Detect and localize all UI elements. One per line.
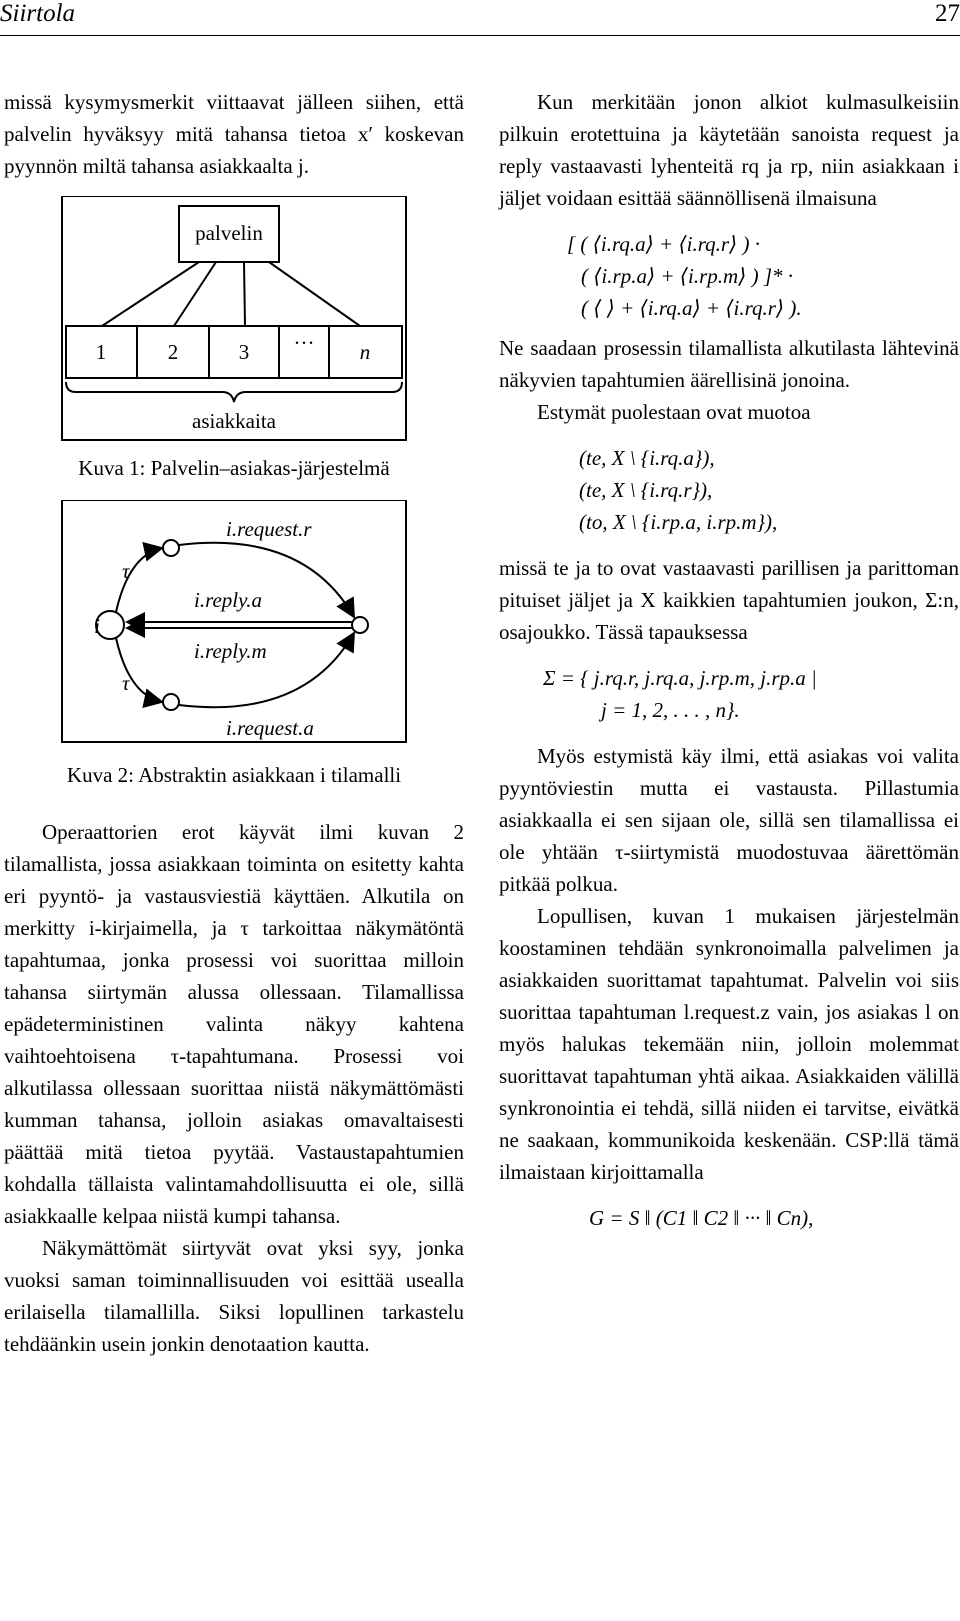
client-label: 2: [167, 340, 179, 364]
running-title: Siirtola: [0, 0, 76, 27]
paragraph-invisible-transitions: Näkymättömät siirtyvät ovat yksi syy, jonka vuoksi saman toiminnallisuuden voi esittää usealla erilaisella tilamallilla. Siksi lopullinen tarkastelu tehdäänkin usein jonkin denotaation kautta.: [4, 1236, 464, 1356]
equation-line: [ ( ⟨i.rq.a⟩ + ⟨i.rq.r⟩ ) ·: [567, 232, 760, 256]
equation-line: Σ = { j.rq.r, j.rq.a, j.rp.m, j.rp.a |: [543, 666, 817, 690]
client-label: 1: [95, 340, 107, 364]
intro-paragraph: missä kysymysmerkit viittaavat jälleen siihen, että palvelin hyväksyy mitä tahansa tietoa x′ koskevan pyynnön miltä tahansa asiakkaalta j.: [4, 90, 464, 178]
link-client-3: [244, 262, 245, 326]
figure-2: [4, 500, 464, 800]
paragraph-operators: Operaattorien erot käyvät ilmi kuvan 2 tilamallista, jossa asiakkaan toiminta on esitetty kahta eri pyyntö- ja vastausviestiä käyttäen. Alkutila on merkitty i-kirjaimella, ja τ tarkoittaa näkymätöntä tapahtumaa, jonka prosessi voi suorittaa milloin tahansa siirtymän alussa ollessaan. Tilamallissa epädeterministinen valinta näkyy kahtena vaihtoehtoisena τ-tapahtumana. Prosessi voi alkutilassa ollessaan suorittaa niistä näkymättömästi kumman tahansa, jolloin asiakas omavaltaisesti päättää mitä tietoa pyytää. Vastaustapahtumien kohdalla tällaista valintamahdollisuutta ei ole, sillä asiakkaalle kelpaa niistä kumpi tahansa.: [4, 820, 464, 1228]
equation-line: ( ⟨ ⟩ + ⟨i.rq.a⟩ + ⟨i.rq.r⟩ ).: [581, 296, 802, 320]
equation-line: ( ⟨i.rp.a⟩ + ⟨i.rp.m⟩ ) ]* ·: [581, 264, 794, 288]
equation-line: (to, X \ {i.rp.a, i.rp.m}),: [579, 510, 778, 534]
paragraph-refusals-intro: Estymät puolestaan ovat muotoa: [537, 400, 811, 424]
equation-traces: [567, 228, 959, 324]
brace-label: asiakkaita: [192, 409, 276, 433]
link-client-n: [269, 262, 360, 326]
equation-line: (te, X \ {i.rq.a}),: [579, 446, 715, 470]
tau-top-label: τ: [122, 559, 130, 583]
figure-2-caption: Kuva 2: Abstraktin asiakkaan i tilamalli: [66, 763, 402, 787]
equation-composition: G = S ‖ (C1 ‖ C2 ‖ ··· ‖ Cn),: [589, 1206, 814, 1230]
paragraph-composition: Lopullisen, kuvan 1 mukaisen järjestelmän koostaminen tehdään synkronoimalla palvelimen ja asiakkaiden suorittamat tapahtumat. Palvelin voi siis suorittaa tapahtuman l.request.z vain, jos asiakas l on myös halukas tekemään niin, jolloin molemmat suorittavat tapahtuman yhtä aikaa. Asiakkaiden välillä synkronointia ei tehdä, sillä niiden ei tarvitse, eivätkä ne saakaan, kommunikoida keskenään. CSP:llä tämä ilmaistaan kirjoittamalla: [499, 904, 959, 1184]
client-label: 3: [238, 340, 250, 364]
figure-1-caption: Kuva 1: Palvelin–asiakas-järjestelmä: [78, 456, 390, 480]
label-request-a: i.request.a: [226, 716, 314, 740]
page-header: [0, 0, 960, 34]
state-top: [163, 540, 179, 556]
label-request-r: i.request.r: [226, 517, 312, 541]
clients-brace: [66, 382, 402, 402]
equation-line: (te, X \ {i.rq.r}),: [579, 478, 713, 502]
server-label: palvelin: [195, 221, 263, 245]
client-dots: ···: [293, 331, 315, 355]
left-column: [4, 86, 464, 1360]
tau-bottom-label: τ: [122, 671, 130, 695]
equation-refusals: [579, 442, 959, 538]
equation-alphabet: [543, 662, 959, 726]
equation-line: j = 1, 2, . . . , n}.: [601, 698, 740, 722]
link-client-2: [174, 262, 216, 326]
label-reply-a: i.reply.a: [194, 588, 263, 612]
state-right: [352, 617, 368, 633]
clients-box: [66, 326, 402, 378]
header-rule: [0, 35, 960, 36]
right-column: [499, 86, 959, 1234]
paragraph-notation: Kun merkitään jonon alkiot kulmasulkeisiin pilkuin erotettuina ja käytetään sanoista request ja reply vastaavasti lyhenteitä rq ja rp, niin asiakkaan i jäljet voidaan esittää säännöllisenä ilmaisuna: [499, 90, 959, 210]
state-initial-label: i: [94, 614, 100, 638]
paragraph-refusals-explain: missä te ja to ovat vastaavasti parillisen ja parittoman pituiset jäljet ja X kaikkien tapahtumien joukon, Σ:n, osajoukko. Tässä tapauksessa: [499, 556, 959, 644]
paragraph-divergence: Myös estymistä käy ilmi, että asiakas voi valita pyyntöviestin mutta ei vastausta. Pillastumia asiakkaalla ei sen sijaan ole, sillä sen tilamallissa ei ole yhtään τ-siirtymistä muodostuvaa äärettömän pitkää polkua.: [499, 744, 959, 896]
state-initial: [96, 611, 124, 639]
figure-1: [4, 196, 464, 486]
page-number: 27: [935, 0, 960, 27]
label-reply-m: i.reply.m: [194, 639, 267, 663]
paragraph-traces-result: Ne saadaan prosessin tilamallista alkutilasta lähtevinä näkyvien tapahtumien äärellisinä jonoina.: [499, 336, 959, 392]
client-label-n: n: [359, 340, 371, 364]
state-bottom: [163, 694, 179, 710]
link-client-1: [102, 262, 199, 326]
